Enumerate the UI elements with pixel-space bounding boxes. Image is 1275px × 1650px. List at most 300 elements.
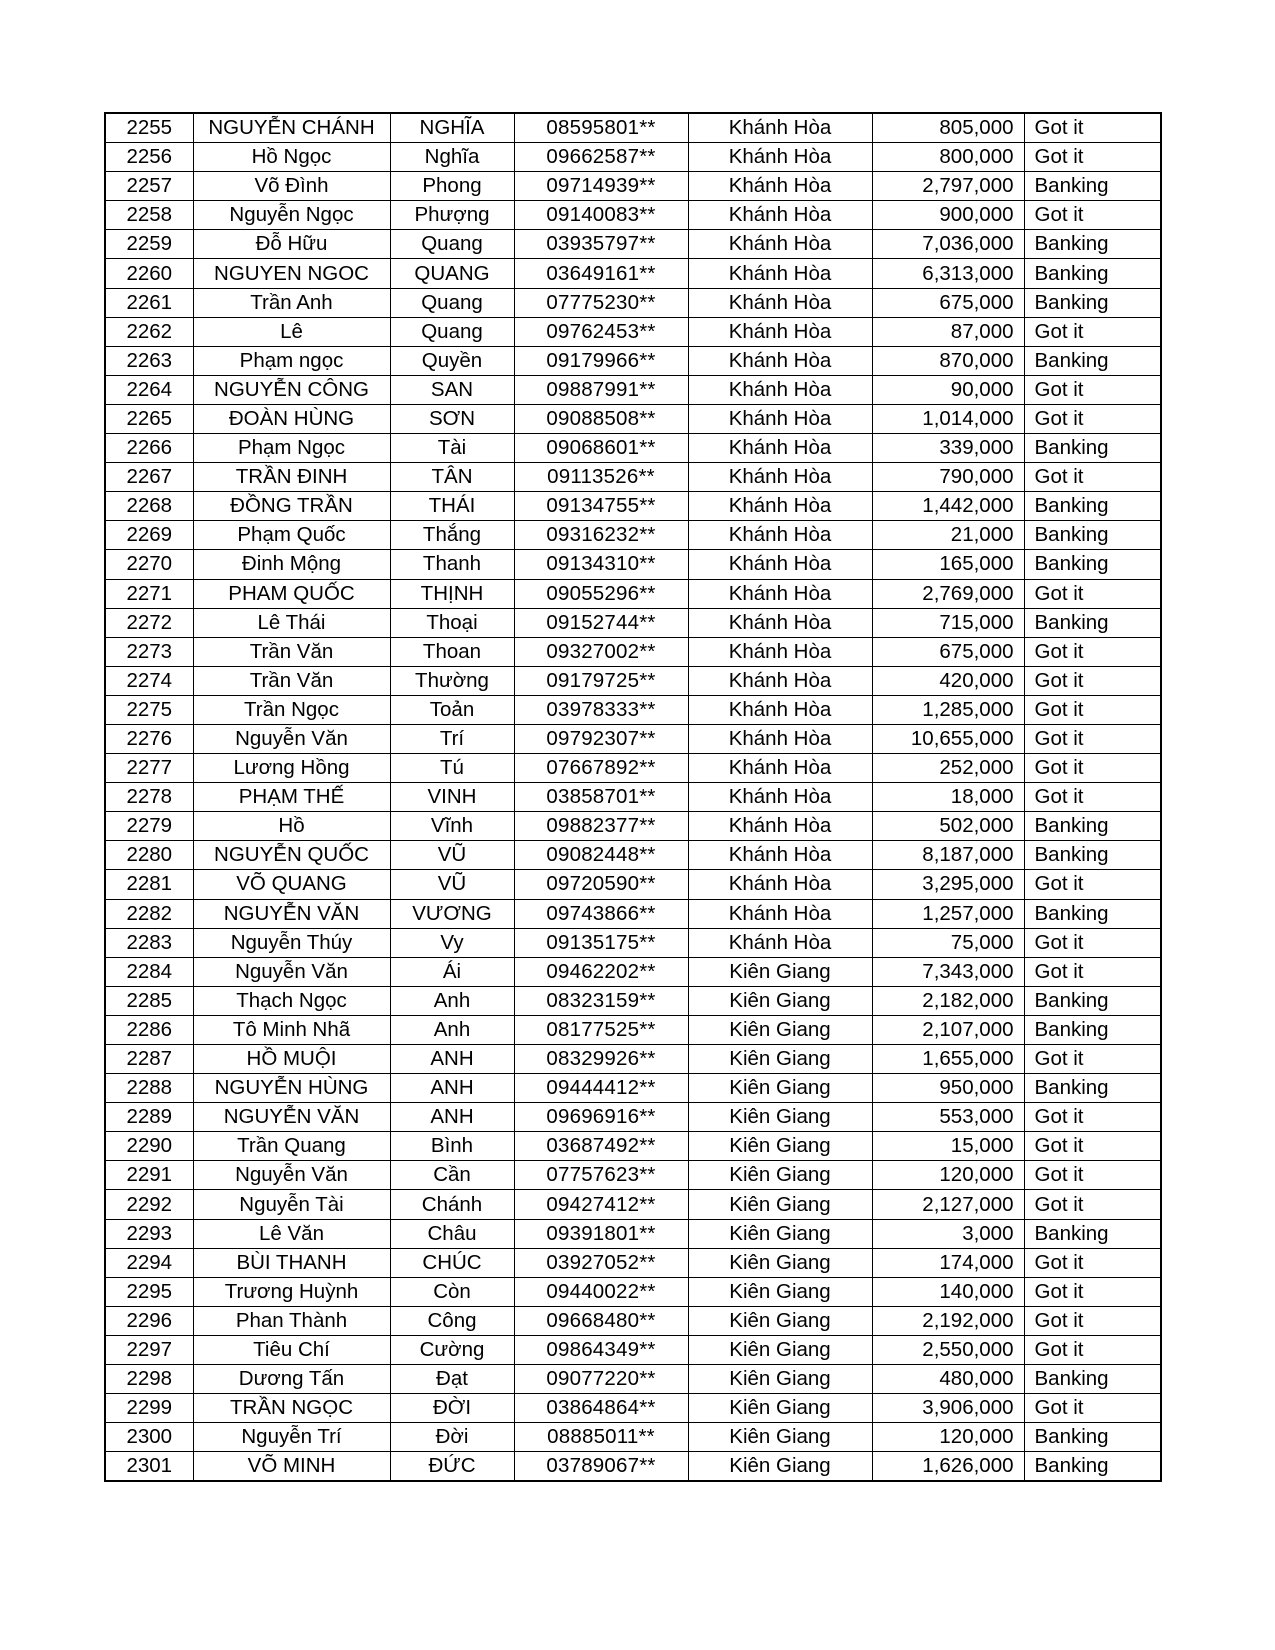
family-middle-name-cell: Trần Quang [193, 1132, 390, 1161]
table-row [105, 1132, 1161, 1161]
payment-method-cell: Got it [1024, 637, 1161, 666]
payment-method-cell: Got it [1024, 375, 1161, 404]
province-cell: Khánh Hòa [688, 288, 872, 317]
phone-number-cell: 09152744** [514, 608, 688, 637]
amount-cell: 805,000 [872, 113, 1024, 143]
given-name-cell: Tú [390, 754, 514, 783]
family-middle-name-cell: VÕ QUANG [193, 870, 390, 899]
amount-cell: 10,655,000 [872, 724, 1024, 753]
given-name-cell: VINH [390, 783, 514, 812]
province-cell: Khánh Hòa [688, 783, 872, 812]
family-middle-name-cell: Đinh Mộng [193, 550, 390, 579]
row-number-cell: 2283 [105, 928, 193, 957]
province-cell: Kiên Giang [688, 1161, 872, 1190]
province-cell: Kiên Giang [688, 1335, 872, 1364]
payment-method-cell: Banking [1024, 550, 1161, 579]
family-middle-name-cell: NGUYỄN CÔNG [193, 375, 390, 404]
payment-method-cell: Banking [1024, 434, 1161, 463]
payment-method-cell: Got it [1024, 1394, 1161, 1423]
amount-cell: 715,000 [872, 608, 1024, 637]
table-row [105, 637, 1161, 666]
table-row [105, 1306, 1161, 1335]
payment-method-cell: Banking [1024, 841, 1161, 870]
phone-number-cell: 09088508** [514, 404, 688, 433]
table-row [105, 521, 1161, 550]
phone-number-cell: 09391801** [514, 1219, 688, 1248]
province-cell: Khánh Hòa [688, 259, 872, 288]
row-number-cell: 2291 [105, 1161, 193, 1190]
given-name-cell: Quang [390, 288, 514, 317]
phone-number-cell: 09792307** [514, 724, 688, 753]
province-cell: Kiên Giang [688, 1015, 872, 1044]
province-cell: Khánh Hòa [688, 404, 872, 433]
phone-number-cell: 07667892** [514, 754, 688, 783]
given-name-cell: SƠN [390, 404, 514, 433]
given-name-cell: Phong [390, 172, 514, 201]
given-name-cell: Chánh [390, 1190, 514, 1219]
row-number-cell: 2298 [105, 1365, 193, 1394]
row-number-cell: 2270 [105, 550, 193, 579]
given-name-cell: ĐỨC [390, 1452, 514, 1482]
amount-cell: 950,000 [872, 1074, 1024, 1103]
payment-method-cell: Got it [1024, 666, 1161, 695]
payment-method-cell: Got it [1024, 1161, 1161, 1190]
table-row [105, 259, 1161, 288]
given-name-cell: ANH [390, 1074, 514, 1103]
province-cell: Khánh Hòa [688, 492, 872, 521]
family-middle-name-cell: Dương Tấn [193, 1365, 390, 1394]
row-number-cell: 2287 [105, 1045, 193, 1074]
amount-cell: 480,000 [872, 1365, 1024, 1394]
payment-method-cell: Got it [1024, 1248, 1161, 1277]
family-middle-name-cell: Lê Thái [193, 608, 390, 637]
province-cell: Khánh Hòa [688, 521, 872, 550]
row-number-cell: 2297 [105, 1335, 193, 1364]
province-cell: Khánh Hòa [688, 666, 872, 695]
phone-number-cell: 09882377** [514, 812, 688, 841]
family-middle-name-cell: Trần Anh [193, 288, 390, 317]
given-name-cell: Vy [390, 928, 514, 957]
payment-method-cell: Banking [1024, 1074, 1161, 1103]
family-middle-name-cell: PHẠM THẾ [193, 783, 390, 812]
amount-cell: 1,285,000 [872, 695, 1024, 724]
phone-number-cell: 08595801** [514, 113, 688, 143]
given-name-cell: Cần [390, 1161, 514, 1190]
given-name-cell: CHÚC [390, 1248, 514, 1277]
table-row [105, 1452, 1161, 1482]
province-cell: Khánh Hòa [688, 899, 872, 928]
amount-cell: 120,000 [872, 1423, 1024, 1452]
amount-cell: 675,000 [872, 637, 1024, 666]
table-row [105, 841, 1161, 870]
phone-number-cell: 07775230** [514, 288, 688, 317]
payment-method-cell: Got it [1024, 113, 1161, 143]
row-number-cell: 2272 [105, 608, 193, 637]
table-row [105, 172, 1161, 201]
table-row [105, 434, 1161, 463]
family-middle-name-cell: ĐOÀN HÙNG [193, 404, 390, 433]
province-cell: Khánh Hòa [688, 317, 872, 346]
family-middle-name-cell: Tô Minh Nhã [193, 1015, 390, 1044]
amount-cell: 75,000 [872, 928, 1024, 957]
family-middle-name-cell: Đỗ Hữu [193, 230, 390, 259]
row-number-cell: 2265 [105, 404, 193, 433]
family-middle-name-cell: Hồ Ngọc [193, 143, 390, 172]
payment-method-cell: Got it [1024, 1306, 1161, 1335]
amount-cell: 1,014,000 [872, 404, 1024, 433]
phone-number-cell: 09316232** [514, 521, 688, 550]
given-name-cell: VŨ [390, 841, 514, 870]
province-cell: Kiên Giang [688, 1103, 872, 1132]
table-row [105, 870, 1161, 899]
payment-method-cell: Banking [1024, 346, 1161, 375]
phone-number-cell: 09055296** [514, 579, 688, 608]
phone-number-cell: 09068601** [514, 434, 688, 463]
family-middle-name-cell: NGUYỄN QUỐC [193, 841, 390, 870]
province-cell: Kiên Giang [688, 1190, 872, 1219]
province-cell: Khánh Hòa [688, 201, 872, 230]
family-middle-name-cell: Nguyễn Văn [193, 724, 390, 753]
payment-method-cell: Banking [1024, 259, 1161, 288]
family-middle-name-cell: NGUYỄN VĂN [193, 899, 390, 928]
table-row [105, 724, 1161, 753]
amount-cell: 8,187,000 [872, 841, 1024, 870]
phone-number-cell: 03687492** [514, 1132, 688, 1161]
phone-number-cell: 09179725** [514, 666, 688, 695]
family-middle-name-cell: Nguyễn Ngọc [193, 201, 390, 230]
amount-cell: 3,906,000 [872, 1394, 1024, 1423]
table-row [105, 957, 1161, 986]
province-cell: Khánh Hòa [688, 928, 872, 957]
province-cell: Khánh Hòa [688, 724, 872, 753]
phone-number-cell: 08177525** [514, 1015, 688, 1044]
province-cell: Kiên Giang [688, 1394, 872, 1423]
family-middle-name-cell: Lương Hồng [193, 754, 390, 783]
amount-cell: 90,000 [872, 375, 1024, 404]
given-name-cell: Anh [390, 986, 514, 1015]
phone-number-cell: 03935797** [514, 230, 688, 259]
table-row [105, 317, 1161, 346]
phone-number-cell: 09140083** [514, 201, 688, 230]
province-cell: Khánh Hòa [688, 172, 872, 201]
table-row [105, 1015, 1161, 1044]
given-name-cell: Châu [390, 1219, 514, 1248]
table-row [105, 492, 1161, 521]
given-name-cell: ANH [390, 1103, 514, 1132]
family-middle-name-cell: Trần Văn [193, 637, 390, 666]
given-name-cell: Trí [390, 724, 514, 753]
province-cell: Khánh Hòa [688, 375, 872, 404]
payment-method-cell: Banking [1024, 812, 1161, 841]
phone-number-cell: 09113526** [514, 463, 688, 492]
payment-method-cell: Got it [1024, 1045, 1161, 1074]
family-middle-name-cell: BÙI THANH [193, 1248, 390, 1277]
given-name-cell: Đạt [390, 1365, 514, 1394]
amount-cell: 553,000 [872, 1103, 1024, 1132]
row-number-cell: 2267 [105, 463, 193, 492]
family-middle-name-cell: NGUYEN NGOC [193, 259, 390, 288]
amount-cell: 1,655,000 [872, 1045, 1024, 1074]
table-row [105, 1423, 1161, 1452]
amount-cell: 6,313,000 [872, 259, 1024, 288]
family-middle-name-cell: Thạch Ngọc [193, 986, 390, 1015]
family-middle-name-cell: Nguyễn Trí [193, 1423, 390, 1452]
amount-cell: 2,127,000 [872, 1190, 1024, 1219]
payment-method-cell: Banking [1024, 230, 1161, 259]
amount-cell: 165,000 [872, 550, 1024, 579]
province-cell: Khánh Hòa [688, 608, 872, 637]
province-cell: Khánh Hòa [688, 113, 872, 143]
amount-cell: 15,000 [872, 1132, 1024, 1161]
row-number-cell: 2276 [105, 724, 193, 753]
province-cell: Khánh Hòa [688, 870, 872, 899]
row-number-cell: 2266 [105, 434, 193, 463]
phone-number-cell: 03858701** [514, 783, 688, 812]
amount-cell: 900,000 [872, 201, 1024, 230]
given-name-cell: Còn [390, 1277, 514, 1306]
phone-number-cell: 03864864** [514, 1394, 688, 1423]
table-row [105, 608, 1161, 637]
phone-number-cell: 09179966** [514, 346, 688, 375]
table-row [105, 1394, 1161, 1423]
given-name-cell: Công [390, 1306, 514, 1335]
payment-method-cell: Banking [1024, 1452, 1161, 1482]
amount-cell: 21,000 [872, 521, 1024, 550]
table-row [105, 143, 1161, 172]
amount-cell: 1,442,000 [872, 492, 1024, 521]
province-cell: Kiên Giang [688, 1423, 872, 1452]
amount-cell: 3,000 [872, 1219, 1024, 1248]
table-row [105, 928, 1161, 957]
payment-method-cell: Banking [1024, 986, 1161, 1015]
payment-method-cell: Banking [1024, 1365, 1161, 1394]
row-number-cell: 2284 [105, 957, 193, 986]
row-number-cell: 2264 [105, 375, 193, 404]
table-row [105, 695, 1161, 724]
table-row [105, 1161, 1161, 1190]
given-name-cell: SAN [390, 375, 514, 404]
amount-cell: 2,550,000 [872, 1335, 1024, 1364]
table-row [105, 1219, 1161, 1248]
family-middle-name-cell: VÕ MINH [193, 1452, 390, 1482]
payment-method-cell: Banking [1024, 1423, 1161, 1452]
given-name-cell: Cường [390, 1335, 514, 1364]
amount-cell: 7,036,000 [872, 230, 1024, 259]
province-cell: Khánh Hòa [688, 346, 872, 375]
table-row [105, 404, 1161, 433]
payment-method-cell: Banking [1024, 172, 1161, 201]
row-number-cell: 2255 [105, 113, 193, 143]
table-row [105, 1190, 1161, 1219]
payment-method-cell: Banking [1024, 608, 1161, 637]
given-name-cell: THỊNH [390, 579, 514, 608]
family-middle-name-cell: NGUYỄN VĂN [193, 1103, 390, 1132]
given-name-cell: Bình [390, 1132, 514, 1161]
amount-cell: 870,000 [872, 346, 1024, 375]
given-name-cell: ĐỜI [390, 1394, 514, 1423]
row-number-cell: 2259 [105, 230, 193, 259]
phone-number-cell: 09462202** [514, 957, 688, 986]
payment-method-cell: Got it [1024, 1335, 1161, 1364]
phone-number-cell: 09720590** [514, 870, 688, 899]
row-number-cell: 2281 [105, 870, 193, 899]
phone-number-cell: 08323159** [514, 986, 688, 1015]
row-number-cell: 2271 [105, 579, 193, 608]
phone-number-cell: 03789067** [514, 1452, 688, 1482]
province-cell: Khánh Hòa [688, 143, 872, 172]
payment-method-cell: Got it [1024, 1132, 1161, 1161]
row-number-cell: 2262 [105, 317, 193, 346]
family-middle-name-cell: HỒ MUỘI [193, 1045, 390, 1074]
given-name-cell: QUANG [390, 259, 514, 288]
phone-number-cell: 09887991** [514, 375, 688, 404]
phone-number-cell: 09714939** [514, 172, 688, 201]
phone-number-cell: 08885011** [514, 1423, 688, 1452]
given-name-cell: Thắng [390, 521, 514, 550]
family-middle-name-cell: Phạm ngọc [193, 346, 390, 375]
row-number-cell: 2269 [105, 521, 193, 550]
given-name-cell: VƯƠNG [390, 899, 514, 928]
table-row [105, 666, 1161, 695]
payment-method-cell: Got it [1024, 201, 1161, 230]
row-number-cell: 2285 [105, 986, 193, 1015]
family-middle-name-cell: Trương Huỳnh [193, 1277, 390, 1306]
table-row [105, 113, 1161, 143]
table-row [105, 899, 1161, 928]
phone-number-cell: 09082448** [514, 841, 688, 870]
given-name-cell: THÁI [390, 492, 514, 521]
province-cell: Kiên Giang [688, 1132, 872, 1161]
payment-method-cell: Got it [1024, 928, 1161, 957]
province-cell: Kiên Giang [688, 1452, 872, 1482]
given-name-cell: Anh [390, 1015, 514, 1044]
row-number-cell: 2288 [105, 1074, 193, 1103]
payment-method-cell: Banking [1024, 288, 1161, 317]
phone-number-cell: 09864349** [514, 1335, 688, 1364]
given-name-cell: NGHĨA [390, 113, 514, 143]
payment-method-cell: Got it [1024, 1277, 1161, 1306]
table-row [105, 1365, 1161, 1394]
province-cell: Khánh Hòa [688, 812, 872, 841]
amount-cell: 140,000 [872, 1277, 1024, 1306]
row-number-cell: 2280 [105, 841, 193, 870]
province-cell: Kiên Giang [688, 986, 872, 1015]
given-name-cell: Quyền [390, 346, 514, 375]
given-name-cell: Quang [390, 317, 514, 346]
row-number-cell: 2300 [105, 1423, 193, 1452]
given-name-cell: Thanh [390, 550, 514, 579]
province-cell: Khánh Hòa [688, 550, 872, 579]
table-row [105, 754, 1161, 783]
payment-method-cell: Got it [1024, 695, 1161, 724]
row-number-cell: 2293 [105, 1219, 193, 1248]
row-number-cell: 2278 [105, 783, 193, 812]
payment-method-cell: Got it [1024, 317, 1161, 346]
phone-number-cell: 09327002** [514, 637, 688, 666]
phone-number-cell: 03978333** [514, 695, 688, 724]
row-number-cell: 2274 [105, 666, 193, 695]
phone-number-cell: 09134310** [514, 550, 688, 579]
given-name-cell: Thường [390, 666, 514, 695]
family-middle-name-cell: Nguyễn Văn [193, 1161, 390, 1190]
row-number-cell: 2273 [105, 637, 193, 666]
phone-number-cell: 09440022** [514, 1277, 688, 1306]
amount-cell: 502,000 [872, 812, 1024, 841]
row-number-cell: 2294 [105, 1248, 193, 1277]
given-name-cell: TÂN [390, 463, 514, 492]
table-row [105, 1074, 1161, 1103]
row-number-cell: 2301 [105, 1452, 193, 1482]
phone-number-cell: 09134755** [514, 492, 688, 521]
amount-cell: 18,000 [872, 783, 1024, 812]
row-number-cell: 2261 [105, 288, 193, 317]
row-number-cell: 2292 [105, 1190, 193, 1219]
amount-cell: 2,192,000 [872, 1306, 1024, 1335]
amount-cell: 790,000 [872, 463, 1024, 492]
given-name-cell: Phượng [390, 201, 514, 230]
province-cell: Kiên Giang [688, 1045, 872, 1074]
payment-method-cell: Got it [1024, 870, 1161, 899]
given-name-cell: VŨ [390, 870, 514, 899]
family-middle-name-cell: TRẦN ĐINH [193, 463, 390, 492]
family-middle-name-cell: Võ Đình [193, 172, 390, 201]
family-middle-name-cell: NGUYỄN HÙNG [193, 1074, 390, 1103]
phone-number-cell: 03649161** [514, 259, 688, 288]
payment-method-cell: Got it [1024, 404, 1161, 433]
table-row [105, 375, 1161, 404]
family-middle-name-cell: Tiêu Chí [193, 1335, 390, 1364]
table-row [105, 346, 1161, 375]
row-number-cell: 2275 [105, 695, 193, 724]
phone-number-cell: 03927052** [514, 1248, 688, 1277]
row-number-cell: 2295 [105, 1277, 193, 1306]
row-number-cell: 2260 [105, 259, 193, 288]
family-middle-name-cell: Trần Ngọc [193, 695, 390, 724]
table-row [105, 230, 1161, 259]
family-middle-name-cell: NGUYỄN CHÁNH [193, 113, 390, 143]
payment-method-cell: Got it [1024, 783, 1161, 812]
amount-cell: 1,257,000 [872, 899, 1024, 928]
family-middle-name-cell: Nguyễn Tài [193, 1190, 390, 1219]
province-cell: Khánh Hòa [688, 434, 872, 463]
payment-method-cell: Banking [1024, 899, 1161, 928]
amount-cell: 7,343,000 [872, 957, 1024, 986]
province-cell: Khánh Hòa [688, 230, 872, 259]
row-number-cell: 2258 [105, 201, 193, 230]
given-name-cell: Vĩnh [390, 812, 514, 841]
payment-method-cell: Got it [1024, 754, 1161, 783]
amount-cell: 2,769,000 [872, 579, 1024, 608]
row-number-cell: 2279 [105, 812, 193, 841]
table-body [105, 113, 1161, 1481]
phone-number-cell: 09077220** [514, 1365, 688, 1394]
province-cell: Kiên Giang [688, 957, 872, 986]
payment-method-cell: Banking [1024, 492, 1161, 521]
table-row [105, 1335, 1161, 1364]
family-middle-name-cell: Phạm Quốc [193, 521, 390, 550]
payment-method-cell: Banking [1024, 521, 1161, 550]
family-middle-name-cell: Phan Thành [193, 1306, 390, 1335]
province-cell: Kiên Giang [688, 1365, 872, 1394]
family-middle-name-cell: Hồ [193, 812, 390, 841]
phone-number-cell: 09444412** [514, 1074, 688, 1103]
payment-method-cell: Got it [1024, 1190, 1161, 1219]
given-name-cell: Nghĩa [390, 143, 514, 172]
province-cell: Khánh Hòa [688, 463, 872, 492]
phone-number-cell: 09668480** [514, 1306, 688, 1335]
family-middle-name-cell: ĐỒNG TRẦN [193, 492, 390, 521]
province-cell: Khánh Hòa [688, 637, 872, 666]
